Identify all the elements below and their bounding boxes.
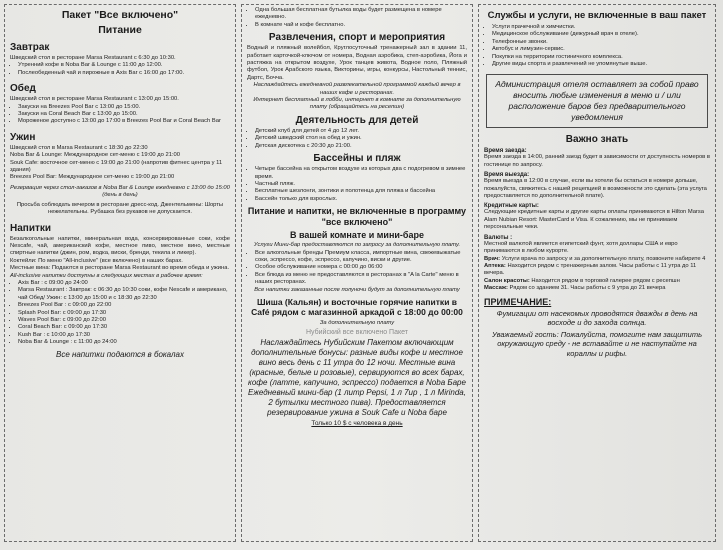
environment-note: Уважаемый гость: Пожалуйста, помогите нам защитить окружающую среду - не вставайте и не наступайте на кораллы и рифы. (491, 329, 703, 358)
list-item: • Утренний кофе в Noba Bar & Lounge с 11:00 до 12:00. (18, 62, 230, 69)
services-heading: Службы и услуги, не включенные в ваш пакет (487, 10, 707, 21)
nubian-package-heading: Нубийский все включено Пакет (306, 329, 408, 337)
pharmacy-text: Находится рядом с тренажерным залом. Часы работы с 11 утра до 11 вечера. (484, 262, 697, 277)
dinner-line: Breezes Pool Bar: Международное сет-меню с 19:00 до 21:00 (10, 174, 175, 181)
food-heading: Питание (98, 24, 142, 36)
lunch-heading: Обед (10, 83, 36, 95)
list-item: • Четыре бассейна на открытом воздухе из которых два с подогревом в зимнее время. (255, 166, 467, 181)
entertainment-heading: Развлечения, спорт и мероприятия (268, 32, 446, 44)
salon-label: Салон красоты: (484, 277, 530, 284)
pools-list (247, 166, 467, 203)
list-item: • Детская дискотека с 20:30 до 21:00. (255, 143, 467, 150)
breakfast-heading: Завтрак (10, 42, 50, 53)
list-item: • Другие виды спорта и развлечений не упомянутые выше. (492, 61, 710, 68)
pharmacy-label: Аптека: (484, 262, 506, 269)
dinner-line: Souk Cafe: восточное сет-меню с 19:00 до 21:00 (напротив фитнес центра у 11 здания) (10, 159, 223, 174)
list-item: • Послеобеденный чай и пирожные в Axis Bar с 16:00 до 17:00. (18, 70, 230, 77)
lunch-list (10, 104, 230, 126)
drinks-availability: All-inclusive напитки доступны в следующих местах в рабочее время: (10, 272, 203, 279)
list-item: • Частный пляж. (255, 181, 467, 188)
list-item: • Splash Pool Bar: с 09:00 до 17:30 (18, 310, 230, 317)
fumigation-note: Фумигации от насекомых проводятся дважды в день на восходе и до захода солнца. (496, 308, 698, 328)
minibar-note: Услуги Мини-бар предоставляются по запросу за дополнительную плату. (253, 242, 461, 249)
kids-list (247, 128, 467, 150)
not-included-list (247, 250, 467, 287)
list-item: • Мороженое доступно с 13:00 до 17:00 в Breezes Pool Bar и Coral Beach Bar (18, 118, 230, 125)
list-item: • Все алкогольные бренды Премиум класса, импортные вина, свежевыжатые соки, эспрессо, кофе, эспрессо, капучино, виски и другие. (255, 250, 467, 265)
kids-heading: Деятельность для детей (295, 114, 419, 126)
entertainment-text: Водный и пляжный волейбол, Круглосуточный тренажерный зал в здании 11, работает карточкой-ключом от номера, Водная аэробика, степ-аэробика, Йога и растяжка на открытом воздухе, Урок танцев живота, Водное поло, Пляжный футбол, Урок Арабского языка, Викторины, игры, конкурсы, Настольный теннис, Дартс, Бочча. (247, 45, 467, 81)
after-midnight-note: Все напитки заказанные после полуночи будут за дополнительную плату (254, 286, 460, 293)
column-food-drinks (4, 4, 236, 542)
glasses-note: Все напитки подаются в бокалах (56, 349, 184, 359)
list-item: • Детский шведский стол на обед и ужин. (255, 135, 467, 142)
list-item: • Бассейн только для взрослых. (255, 196, 467, 203)
list-item: • Автобус и лимузин-сервис. (492, 46, 710, 53)
lunch-line: Шведский стол в ресторане Marsa Restaurant с 13:00 до 15:00. (10, 96, 179, 103)
administration-notice: Администрация отеля оставляет за собой право вносить любые изменения в меню и / или расположение баров без предварительного уведомления (486, 74, 708, 128)
checkin-label: Время заезда: (484, 148, 527, 155)
list-item: • Coral Beach Bar: с 09:00 до 17:30 (18, 324, 230, 331)
remark-heading: ПРИМЕЧАНИЕ: (484, 296, 552, 307)
currency-text: Местной валютой является египетский фунт, хотя доллары США и евро принимаются в любом курорте. (484, 240, 678, 255)
massage-text: Рядом со зданием 31. Часы работы с 9 утра до 21 вечера (509, 285, 666, 292)
cards-text: Следующие кредитные карты и другие карты оплаты принимаются в Hilton Marsa Alam Nubian Resort: MasterCard и Visa. К сожалению, мы не принимаем персональные чеки. (484, 209, 704, 231)
list-item: • Marsa Restaurant : Завтрак: с 06:30 до 10:30 соки, кофе Nescafe и американо, чай Обед/ Ужин: с 13:00 до 15:00 и с 18:30 до 22:30 (18, 287, 230, 302)
doctor-text: Услуги врача по запросу и за дополнительную плату, позвоните набирите 4 (501, 255, 706, 262)
room-minibar-heading: В вашей комнате и мини-баре (290, 230, 424, 241)
breakfast-line: Шведский стол в ресторане Marsa Restaurant с 6:30 до 10:30. (10, 55, 176, 61)
wine-line: Местные вина: Подаются в ресторане Marsa Restaurant во время обеда и ужина. (10, 265, 230, 272)
list-item: • Все блюда из меню не предоставляются в ресторанах в "A la Carte" меню в наших ресторанах. (255, 272, 467, 287)
column-services (478, 4, 716, 542)
checkin-text: Время заезда в 14:00, ранний заезд будет в зависимости от доступность номеров в гостинице по запросу. (484, 154, 710, 168)
list-item: • Noba Bar & Lounge : с 11:00 до 24:00 (18, 339, 230, 346)
column-activities (241, 4, 473, 542)
list-item: • Kush Bar : с 10:00 до 17:30 (18, 332, 230, 339)
list-item: • Медицинское обслуживание (дежурный врач в отеле). (492, 31, 710, 38)
dinner-reservation-note: Резервация через стол-заказов в Noba Bar & Lounge ежедневно с 13:00 до 15:00 (день в день) (10, 184, 230, 199)
dress-code-note: Просьба соблюдать вечером в ресторане дресс-код. Джентельмены: Шорты нежелательны. Рубашка без рукавов не допускается. (16, 201, 224, 216)
dinner-line: Шведский стол в Marsa Restaurant с 18:30 до 22:30 (10, 144, 148, 151)
pools-heading: Бассейны и пляж (313, 153, 401, 165)
services-list (484, 24, 710, 68)
cards-label: Кредитные карты: (484, 203, 539, 210)
list-item: • Покупки на территории гостиничного комплекса. (492, 54, 710, 61)
important-heading: Важно знать (565, 134, 629, 146)
checkout-label: Время выезда: (484, 172, 530, 179)
list-item: • Закуски на Breezes Pool Bar с 13:00 до 15:00. (18, 104, 230, 111)
nubian-price: Только 10 $ с человека в день (311, 420, 403, 428)
room-extras-list (247, 7, 467, 29)
drinks-intro: Безалкогольные напитки, минеральная вода, консервированные соки, кофе Nescafe, чай, американский кофе, местное пиво, местное вино, местные спиртные напитки (джин, ром, водка, виски, бренди, текила и ликер). (10, 235, 230, 257)
list-item: • В комнате чай и кофе бесплатно. (255, 22, 467, 29)
evening-program-note: Наслаждайтесь ежедневной развлекательной программой каждый вечер в наших кафе и ресторанах. (253, 82, 461, 96)
shisha-heading: Шиша (Кальян) и восточные горячие напитки в Café рядом с магазинной аркадой с 18:00 до 00:00 (251, 296, 463, 318)
list-item: • Особое обслуживание номера с 00:00 до 06:00 (255, 264, 467, 271)
breakfast-list (10, 62, 230, 77)
list-item: • Breezes Pool Bar : с 09:00 до 22:00 (18, 302, 230, 309)
shisha-note: За дополнительную плату (319, 319, 395, 326)
list-item: • Бесплатные шезлонги, зонтики и полотенца для пляжа и бассейна (255, 188, 467, 195)
list-item: • Waves Pool Bar: с 09:00 до 22:00 (18, 317, 230, 324)
internet-note: Интернет бесплатный в лобби, интернет в комнате за дополнительную плату (обращайтесь на ресепшн) (253, 97, 461, 111)
list-item: • Детский клуб для детей от 4 до 12 лет. (255, 128, 467, 135)
cocktails-line: Коктейли: По меню "All-inclusive" (все включено) в наших барах. (10, 257, 183, 264)
drinks-heading: Напитки (10, 222, 52, 234)
list-item: • Одна большая бесплатная бутылка воды будет размещена в номере ежедневно. (255, 7, 467, 22)
doctor-label: Врач: (484, 255, 501, 262)
nubian-package-text: Наслаждайтесь Нубийским Пакетом включающим дополнительные бонусы: разные виды кофе и местное вино весь день с 11 утра до 12 ночи. Местные вина (красные, белые и розовые), сервируются во всех барах, кофе (латте, капучино, эспрессо) подается в Noba Баре Ежедневный мини-бар (1 литр Pepsi, 1 л 7up , 1 л Mirinda, 2 бутылки местного пива). Предоставляется резервирование ужина в Souk Cafe и Noba баре (248, 338, 466, 418)
list-item: • Axis Bar : с 09:00 до 24:00 (18, 280, 230, 287)
list-item: • Телефонные звонки. (492, 39, 710, 46)
dinner-line: Noba Bar & Lounge: Международное сет-меню с 19:00 до 21:00 (10, 152, 180, 159)
package-title: Пакет "Все включено" (61, 9, 179, 21)
list-item: • Услуги прачечной и химчистки. (492, 24, 710, 31)
salon-text: Находится рядом в торговой галерее рядом с ресепшн (531, 277, 680, 284)
dinner-heading: Ужин (10, 131, 36, 143)
checkout-text: Время выезда в 12:00 в случае, если вы хотели бы остаться в номере дольше, пожалуйста, свяжитесь с нашей рецепцией в возможности это сделать (эта услуга предоставляется по дополнительной плате). (484, 178, 707, 200)
currency-label: Валюты : (484, 234, 513, 241)
list-item: • Закуски на Coral Beach Bar с 13:00 до 15:00. (18, 111, 230, 118)
massage-label: Массаж: (484, 285, 508, 292)
bars-list (10, 280, 230, 347)
not-included-heading: Питание и напитки, не включенные в программу "все включено" (247, 206, 467, 228)
